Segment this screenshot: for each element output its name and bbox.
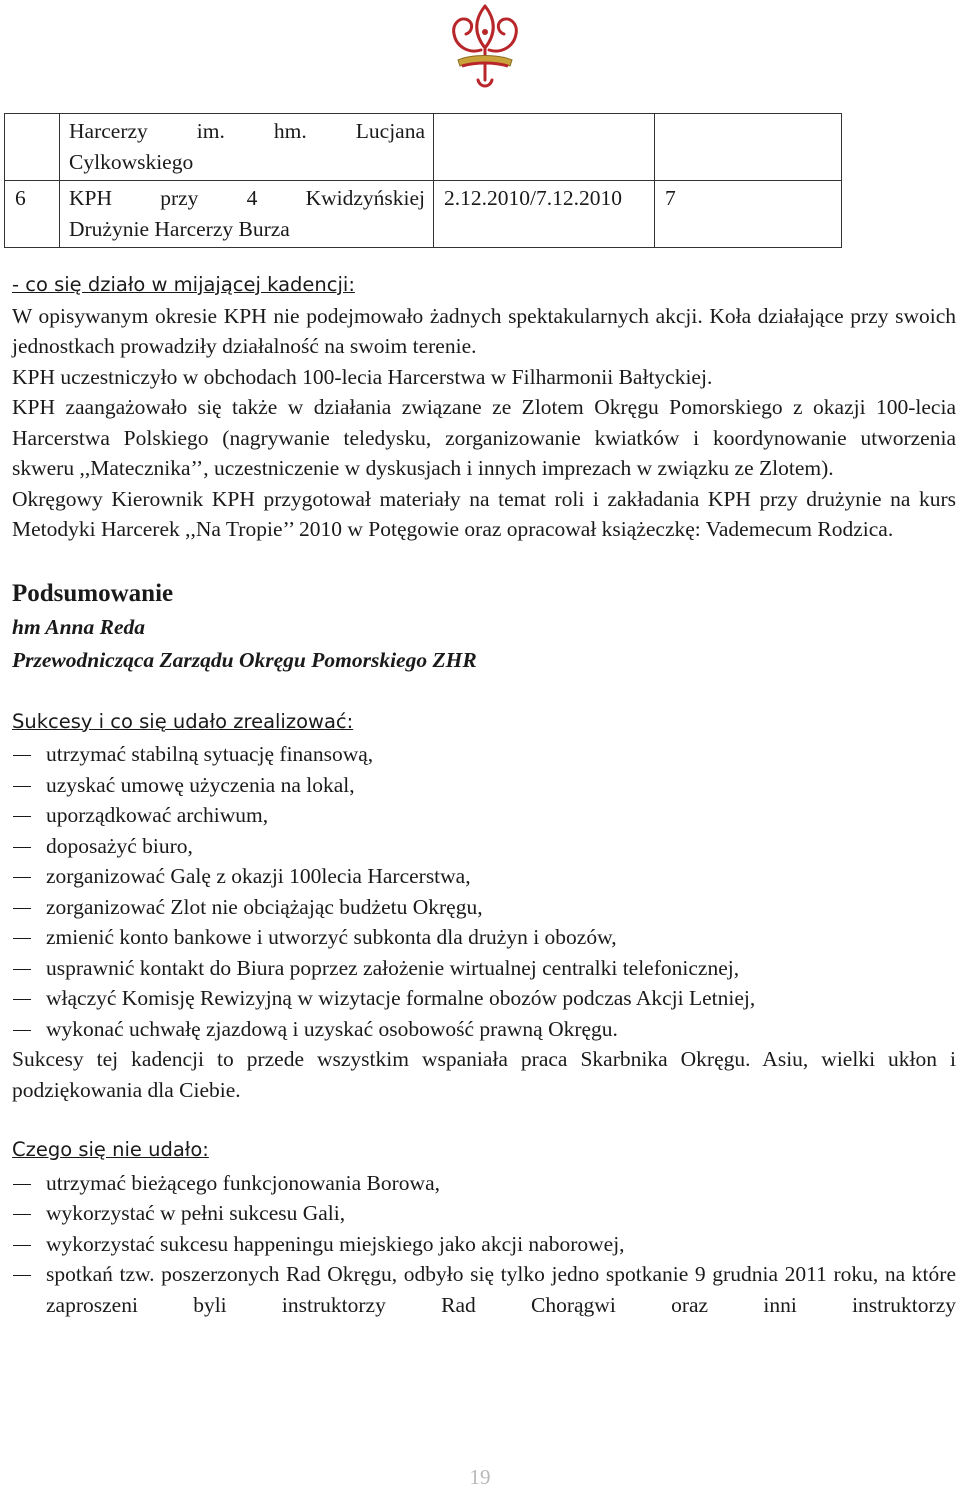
failures-list [12,1168,956,1321]
list-item: zorganizować Zlot nie obciążając budżetu Okręgu, [46,894,483,919]
successes-closing: Sukcesy tej kadencji to przede wszystkim wspaniała praca Skarbnika Okręgu. Asiu, wielki ukłon i podziękowania dla Ciebie. [12,1047,956,1102]
table-cell-name-line: Cylkowskiego [69,150,194,174]
table-cell-number: 6 [5,181,60,248]
table-cell-name [60,114,434,181]
list-item: uporządkować archiwum, [46,803,269,827]
successes-list [12,739,956,1044]
units-table [4,113,842,248]
table-row [5,181,842,248]
table-cell-count [655,114,842,181]
paragraph: KPH zaangażowało się także w działania związane ze Zlotem Okręgu Pomorskiego z okazji 100-lecia Harcerstwa Polskiego (nagrywanie teledysku, zorganizowanie kwiatków i koordynowanie utworzenia skweru ,,Matecznika’’, uczestniczenie w dyskusjach i innych imprezach w związku ze Zlotem). [12,395,956,480]
author-name: hm Anna Reda [12,614,146,639]
paragraph: W opisywanym okresie KPH nie podejmowało żadnych spektakularnych akcji. Koła działające przy swoich jednostkach prowadziły działalność na swoim terenie. [12,303,956,358]
list-item: wykonać uchwałę zjazdową i uzyskać osobowość prawną Okręgu. [46,1016,618,1041]
list-item: spotkań tzw. poszerzonych Rad Okręgu, odbyło się tylko jedno spotkanie 9 grudnia 2011 roku, na które zaproszeni byli instruktorzy Rad Chorągwi oraz inni instruktorzy [46,1262,956,1317]
summary-heading: Podsumowanie [12,579,174,607]
list-item: wykorzystać sukcesu happeningu miejskiego jako akcji naborowej, [46,1231,625,1256]
list-item: utrzymać stabilną sytuację finansową, [46,742,374,766]
list-item: zorganizować Galę z okazji 100lecia Harcerstwa, [46,864,471,888]
list-item: utrzymać bieżącego funkcjonowania Borowa, [46,1170,441,1195]
list-item: usprawnić kontakt do Biura poprzez założenie wirtualnej centralki telefonicznej, [46,955,740,980]
list-item: włączyć Komisję Rewizyjną w wizytacje formalne obozów podczas Akcji Letniej, [46,986,756,1010]
author-role: Przewodnicząca Zarządu Okręgu Pomorskiego ZHR [12,647,477,672]
paragraph: Okręgowy Kierownik KPH przygotował materiały na temat roli i zakładania KPH przy drużynie na kurs Metodyki Harcerek ,,Na Tropie’’ 2010 w Potęgowie oraz opracował książeczkę: Vademecum Rodzica. [12,486,956,541]
table-row [5,114,842,181]
fleur-de-lis-logo [444,2,526,94]
list-item: zmienić konto bankowe i utworzyć subkonta dla drużyn i obozów, [46,925,617,949]
table-cell-name [60,181,434,248]
table-cell-name-line: Harcerzy im. hm. Lucjana [69,119,425,143]
list-item: uzyskać umowę użyczenia na lokal, [46,772,355,797]
document-body [12,270,956,1320]
table-cell-name-line: Drużynie Harcerzy Burza [69,217,290,241]
page-number: 19 [469,1465,491,1489]
table-cell-name-line: KPH przy 4 Kwidzyńskiej [69,186,425,210]
section-title-kadencja: - co się działo w mijającej kadencji: [12,273,355,296]
failures-title: Czego się nie udało: [12,1138,209,1161]
table-cell-number [5,114,60,181]
successes-title: Sukcesy i co się udało zrealizować: [12,709,354,733]
table-cell-date: 2.12.2010/7.12.2010 [434,181,655,248]
paragraph: KPH uczestniczyło w obchodach 100-lecia Harcerstwa w Filharmonii Bałtyckiej. [12,364,713,389]
list-item: doposażyć biuro, [46,833,193,858]
list-item: wykorzystać w pełni sukcesu Gali, [46,1201,346,1225]
table-cell-date [434,114,655,181]
table-cell-count: 7 [655,181,842,248]
